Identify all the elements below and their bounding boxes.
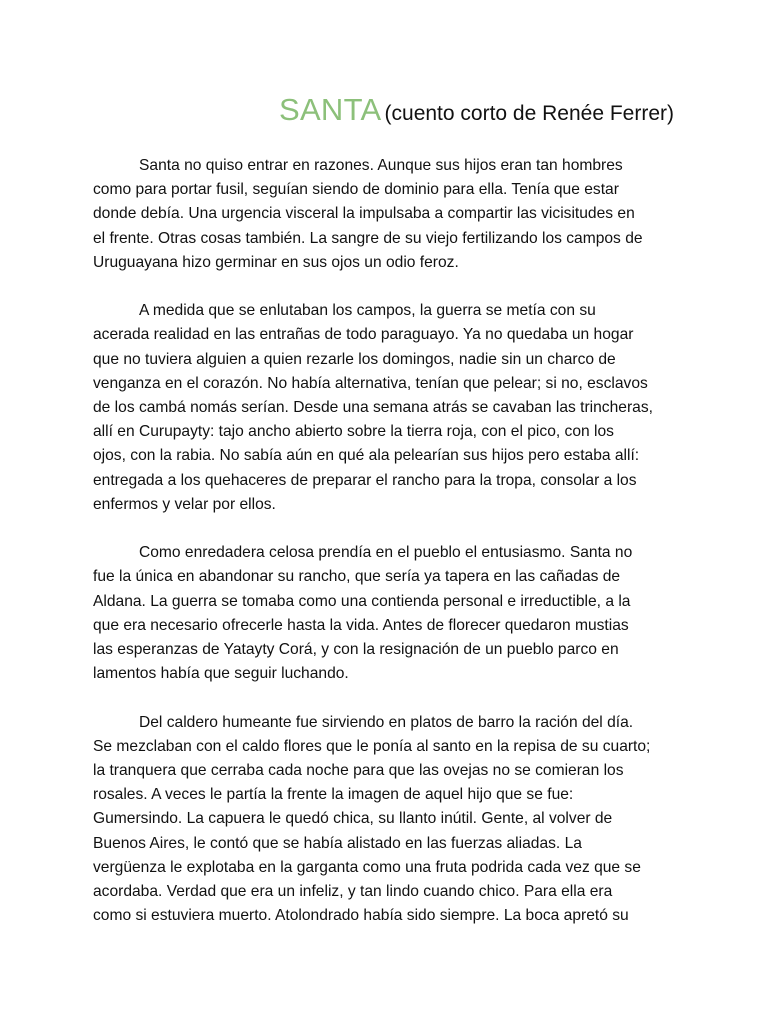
text-line: Como enredadera celosa prendía en el pueblo el entusiasmo. Santa no	[139, 544, 633, 562]
text-line: fue la única en abandonar su rancho, que sería ya tapera en las cañadas de	[93, 568, 621, 586]
text-line: venganza en el corazón. No había alternativa, tenían que pelear; si no, esclavos	[93, 374, 648, 392]
text-line: Del caldero humeante fue sirviendo en platos de barro la ración del día.	[139, 713, 634, 731]
text-line: como para portar fusil, seguían siendo de dominio para ella. Tenía que estar	[93, 181, 619, 199]
paragraph	[93, 154, 683, 275]
text-line: lamentos había que seguir luchando.	[93, 665, 349, 683]
text-line: acerada realidad en las entrañas de todo paraguayo. Ya no quedaba un hogar	[93, 326, 634, 344]
text-line: ojos, con la rabia. No sabía aún en qué ala pelearían sus hijos pero estaba allí:	[93, 447, 640, 465]
text-line: Buenos Aires, le contó que se había alistado en las fuerzas aliadas. La	[93, 834, 582, 852]
text-line: Gumersindo. La capuera le quedó chica, su llanto inútil. Gente, al volver de	[93, 810, 613, 828]
paragraph	[93, 541, 683, 686]
text-line: acordaba. Verdad que era un infeliz, y tan lindo cuando chico. Para ella era	[93, 883, 613, 901]
document-title	[0, 92, 674, 128]
text-line: donde debía. Una urgencia visceral la impulsaba a compartir las vicisitudes en	[93, 205, 635, 223]
title-main: SANTA	[278, 92, 382, 127]
text-line: allí en Curupayty: tajo ancho abierto sobre la tierra roja, con el pico, con los	[93, 423, 614, 441]
text-line: el frente. Otras cosas también. La sangre de su viejo fertilizando los campos de	[93, 229, 643, 247]
text-line: enfermos y velar por ellos.	[93, 495, 276, 513]
text-line: como si estuviera muerto. Atolondrado había sido siempre. La boca apretó su	[93, 907, 629, 925]
text-line: la tranquera que cerraba cada noche para que las ovejas no se comieran los	[93, 762, 624, 780]
text-line: vergüenza le explotaba en la garganta como una fruta podrida cada vez que se	[93, 858, 641, 876]
text-line: Santa no quiso entrar en razones. Aunque sus hijos eran tan hombres	[139, 157, 623, 174]
text-line: A medida que se enlutaban los campos, la guerra se metía con su	[139, 302, 596, 320]
title-subtitle: (cuento corto de Renée Ferrer)	[384, 102, 674, 125]
paragraph	[93, 711, 683, 929]
text-line: entregada a los quehaceres de preparar el rancho para la tropa, consolar a los	[93, 471, 637, 489]
text-line: Uruguayana hizo germinar en sus ojos un odio feroz.	[93, 253, 459, 271]
text-line: de los cambá nomás serían. Desde una semana atrás se cavaban las trincheras,	[93, 399, 653, 417]
text-line: que era necesario ofrecerle hasta la vida. Antes de florecer quedaron mustias	[93, 616, 629, 634]
text-line: Se mezclaban con el caldo flores que le ponía al santo en la repisa de su cuarto;	[93, 737, 651, 755]
text-line: que no tuviera alguien a quien rezarle los domingos, nadie sin un charco de	[93, 350, 616, 368]
paragraph	[93, 299, 683, 517]
document-body	[93, 154, 683, 953]
text-line: rosales. A veces le partía la frente la imagen de aquel hijo que se fue:	[93, 786, 574, 804]
text-line: Aldana. La guerra se tomaba como una contienda personal e irreductible, a la	[93, 592, 631, 610]
text-line: las esperanzas de Yatayty Corá, y con la resignación de un pueblo parco en	[93, 641, 619, 659]
